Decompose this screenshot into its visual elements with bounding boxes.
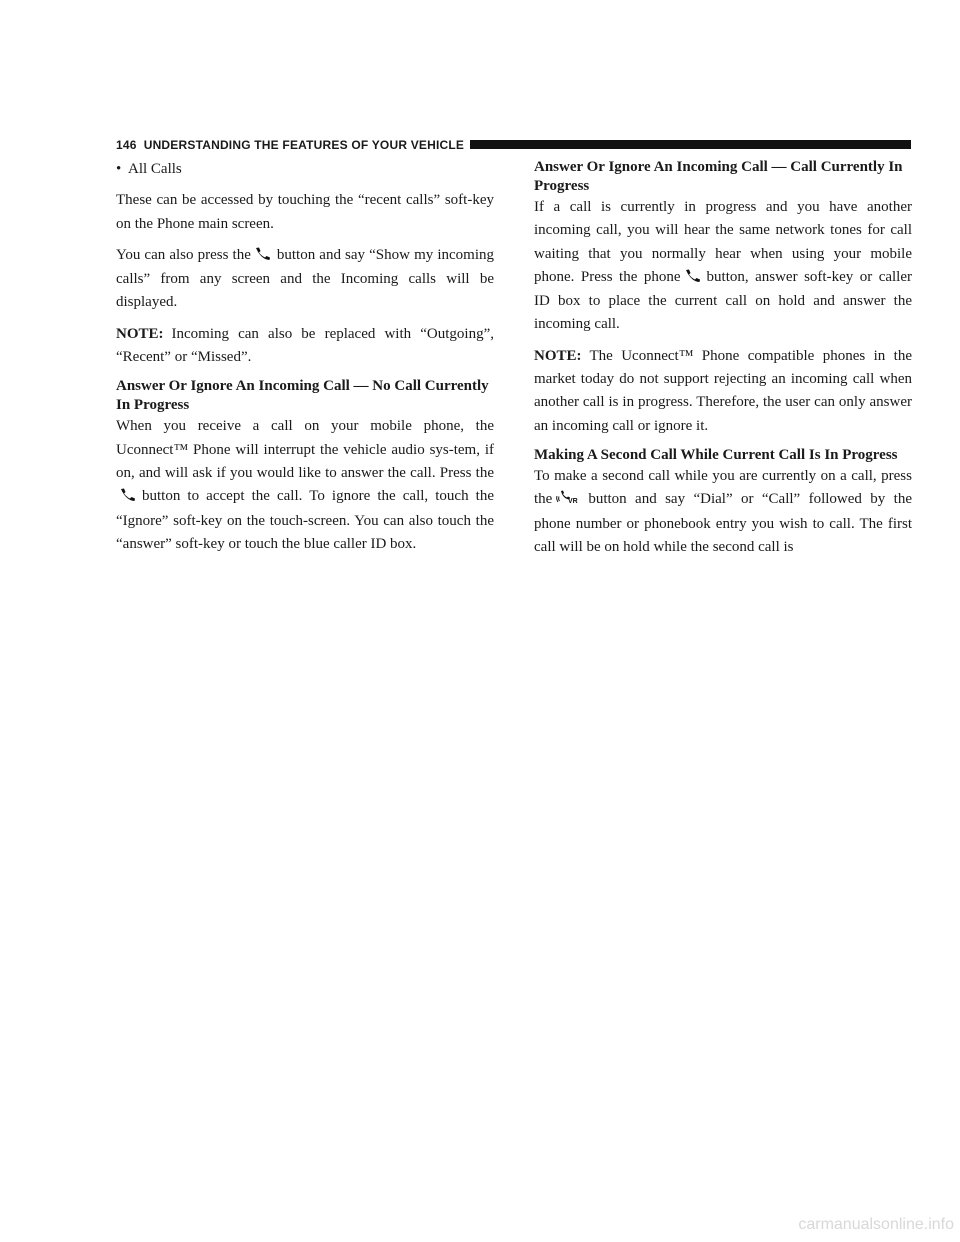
note: NOTE: Incoming can also be replaced with “Outgoing”, “Recent” or “Missed”. [116, 325, 494, 366]
bullet-text: All Calls [128, 161, 182, 177]
paragraph: To make a second call while you are currently on a call, press the VR button and say “Dial” or “Call” followed by the phone number or phonebook entry you wish to call. The first call will be on hold while the second call is [534, 467, 912, 555]
phone-icon [255, 245, 271, 268]
paragraph: When you receive a call on your mobile phone, the Uconnect™ Phone will interrupt the vehicle audio sys-tem, if on, and will ask if you would like to answer the call. Press thebutton to accept the call. To ignore the call, touch the “Ignore” soft-key on the touch-screen. You can also touch the “answer” soft-key or touch the blue caller ID box. [116, 418, 494, 552]
page-header [116, 137, 911, 153]
bullet-dot: • [116, 161, 122, 177]
header-label [116, 137, 470, 153]
phone-icon [685, 267, 701, 290]
watermark: carmanualsonline.info [798, 1216, 954, 1233]
page-number: 146 [116, 138, 137, 152]
paragraph: You can also press the button and say “Show my incoming calls” from any screen and the Incoming calls will be displayed. [116, 246, 494, 311]
svg-text:VR: VR [568, 498, 579, 505]
right-column [534, 158, 912, 567]
section-title: UNDERSTANDING THE FEATURES OF YOUR VEHICLE [143, 138, 465, 152]
phone-icon [120, 486, 136, 509]
paragraph: These can be accessed by touching the “recent calls” soft-key on the Phone main screen. [116, 192, 494, 232]
list-item [116, 158, 494, 181]
section-heading: Answer Or Ignore An Incoming Call — No Call Currently In Progress [116, 378, 489, 414]
paragraph: If a call is currently in progress and you have another incoming call, you will hear the same network tones for call waiting that you normally hear when using your mobile phone. Press the phone button, answer soft-key or caller ID box to place the current call on hold and answer the incoming call. [534, 199, 912, 333]
left-column [116, 158, 494, 564]
section-heading: Answer Or Ignore An Incoming Call — Call Currently In Progress [534, 159, 903, 194]
note: NOTE: The Uconnect™ Phone compatible phones in the market today do not support rejecting an incoming call when another call is in progress. Therefore, the user can only answer an incoming call or ignore it. [534, 347, 912, 434]
section-heading: Making A Second Call While Current Call Is In Progress [534, 446, 898, 463]
voice-recognition-icon [556, 489, 582, 512]
